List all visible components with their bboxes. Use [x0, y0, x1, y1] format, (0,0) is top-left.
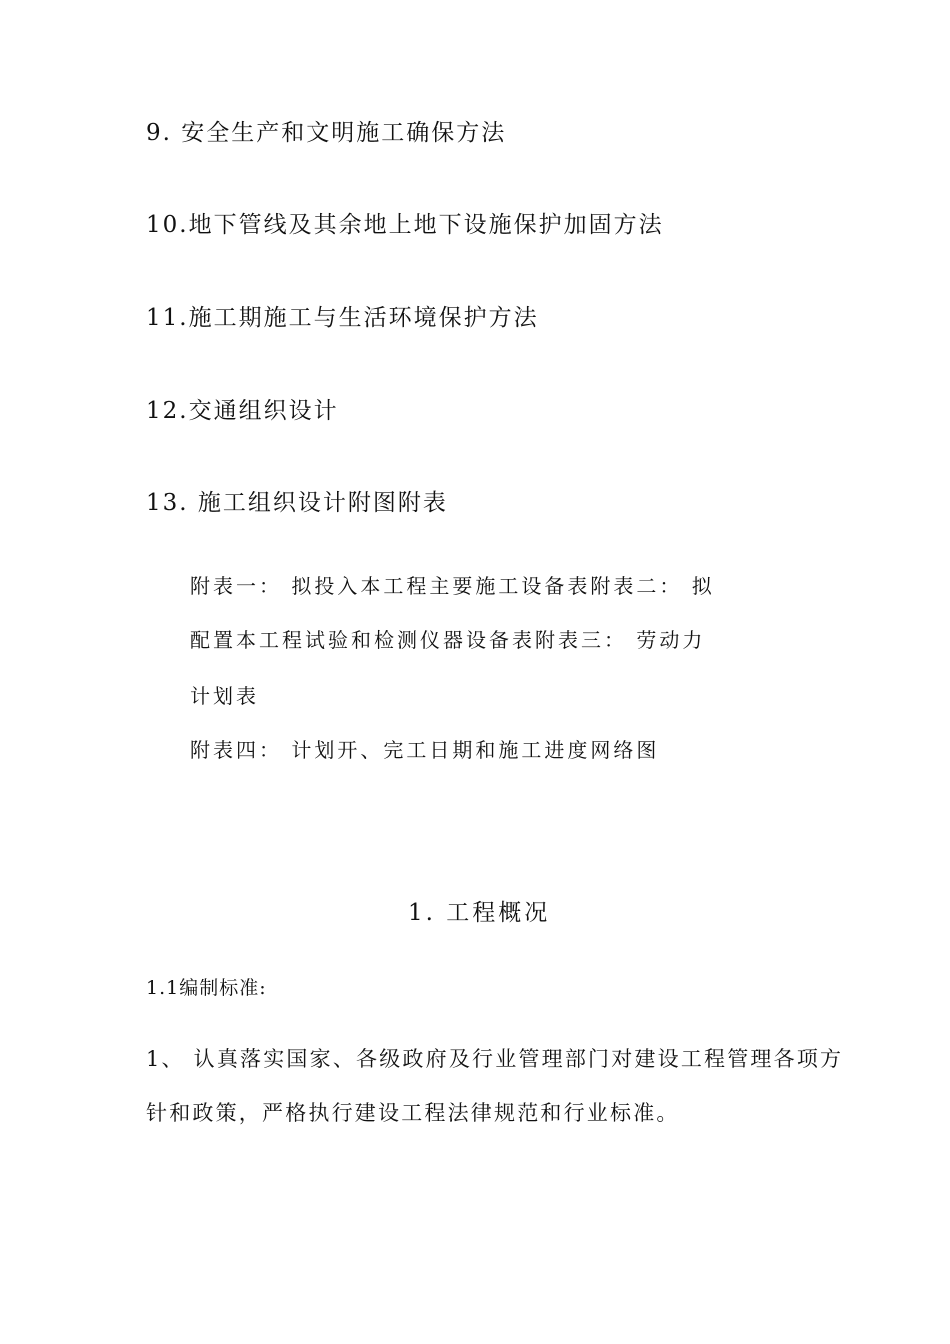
paragraph-line: 1、 认真落实国家、各级政府及行业管理部门对建设工程管理各项方	[146, 1047, 844, 1071]
toc-item-13: 13. 施工组织设计附图附表	[146, 490, 448, 516]
appendix-line: 配置本工程试验和检测仪器设备表附表三： 劳动力	[190, 628, 706, 652]
toc-item-9: 9. 安全生产和文明施工确保方法	[146, 120, 507, 146]
appendix-line: 计划表	[190, 684, 259, 708]
subsection-label: 1.1编制标准:	[146, 977, 267, 999]
section-title: 1. 工程概况	[408, 900, 551, 926]
toc-item-12: 12.交通组织设计	[146, 398, 339, 424]
toc-item-11: 11.施工期施工与生活环境保护方法	[146, 305, 539, 331]
appendix-line: 附表一： 拟投入本工程主要施工设备表附表二： 拟	[190, 574, 715, 598]
paragraph-line: 针和政策，严格执行建设工程法律规范和行业标准。	[146, 1101, 680, 1125]
appendix-line: 附表四： 计划开、完工日期和施工进度网络图	[190, 738, 660, 762]
toc-item-10: 10.地下管线及其余地上地下设施保护加固方法	[146, 212, 664, 238]
